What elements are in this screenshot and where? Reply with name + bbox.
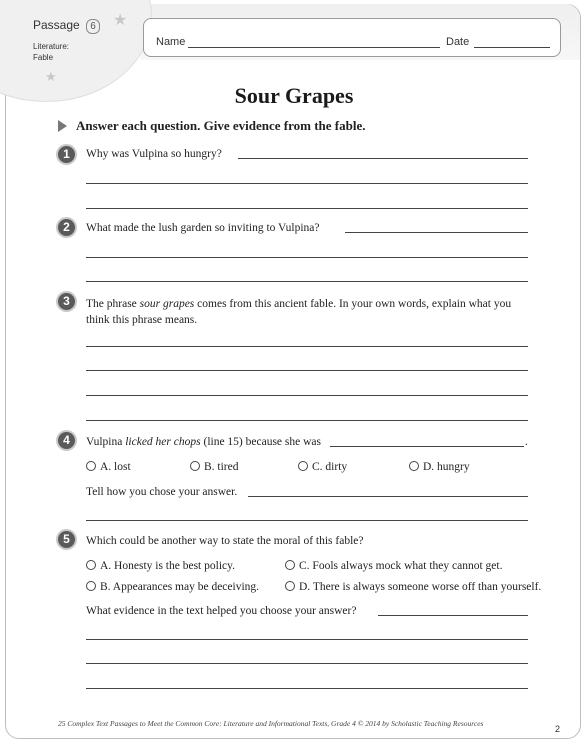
triangle-arrow-icon [58,120,67,132]
answer-line[interactable] [86,688,528,689]
passage-number: 6 [86,19,100,34]
question-number-badge: 5 [58,531,75,548]
answer-line[interactable] [86,520,528,521]
genre-line-1: Literature: [33,42,70,51]
answer-line[interactable] [86,420,528,421]
question-5-text: Which could be another way to state the moral of this fable? [86,535,364,547]
answer-line[interactable] [86,257,528,258]
answer-line[interactable] [86,639,528,640]
answer-line[interactable] [86,208,528,209]
answer-line[interactable] [238,158,528,159]
answer-line[interactable] [86,663,528,664]
question-4-followup: Tell how you chose your answer. [86,486,238,498]
radio-circle-icon[interactable] [190,461,200,471]
answer-line[interactable] [86,370,528,371]
question-3-text-part: The phrase [86,298,140,310]
date-label: Date [446,36,470,48]
question-2-text: What made the lush garden so inviting to Vulpina? [86,222,320,234]
answer-line[interactable] [86,346,528,347]
option-label: A. Honesty is the best policy. [100,560,236,572]
radio-circle-icon[interactable] [86,461,96,471]
option-d[interactable] [409,461,470,473]
question-4-italic-phrase: licked her chops [125,436,201,448]
question-3-text [86,296,536,328]
name-date-box [143,18,561,57]
question-4-text [86,436,321,448]
answer-line[interactable] [378,615,528,616]
period-mark: . [525,436,528,448]
answer-blank[interactable] [330,446,524,447]
option-label: C. dirty [312,461,348,473]
option-b[interactable] [86,581,259,593]
passage-text: Passage [33,18,80,32]
date-field[interactable] [474,47,550,48]
question-5-followup: What evidence in the text helped you choose your answer? [86,605,357,617]
option-a[interactable] [86,560,235,572]
question-3-text-part: comes from this ancient fable. In your own words, explain what you think this phrase means. [86,298,512,326]
option-c[interactable] [285,560,502,572]
option-label: A. lost [100,461,131,473]
star-icon: ★ [45,69,57,84]
footer-citation: 25 Complex Text Passages to Meet the Common Core: Literature and Informational Texts, Grade 4 © 2014 by Scholastic Teaching Resources [58,719,484,728]
option-d[interactable] [285,581,541,593]
answer-line[interactable] [345,232,528,233]
star-icon: ★ [113,12,128,29]
question-4-text-part: (line 15) because she was [200,436,321,448]
genre-line-2: Fable [33,53,54,62]
option-c[interactable] [298,461,347,473]
question-number-badge: 3 [58,293,75,310]
page-number: 2 [555,724,561,734]
option-label: C. Fools always mock what they cannot get. [299,560,503,572]
radio-circle-icon[interactable] [86,560,96,570]
answer-line[interactable] [248,496,528,497]
instructions: Answer each question. Give evidence from the fable. [76,118,366,133]
page-title: Sour Grapes [234,83,354,108]
question-4-text-part: Vulpina [86,436,126,448]
answer-line[interactable] [86,183,528,184]
name-field[interactable] [188,47,440,48]
option-label: D. There is always someone worse off than yourself. [299,581,542,593]
page-frame [5,4,581,739]
question-1-text: Why was Vulpina so hungry? [86,148,222,160]
option-label: D. hungry [423,461,470,473]
question-number-badge: 4 [58,432,75,449]
option-a[interactable] [86,461,131,473]
question-number-badge: 2 [58,219,75,236]
question-number-badge: 1 [58,146,75,163]
genre-label [33,41,69,63]
passage-label [33,18,100,34]
answer-line[interactable] [86,395,528,396]
radio-circle-icon[interactable] [285,581,295,591]
option-b[interactable] [190,461,239,473]
option-label: B. tired [204,461,239,473]
radio-circle-icon[interactable] [409,461,419,471]
question-3-italic-phrase: sour grapes [139,298,195,310]
name-label: Name [156,36,186,48]
option-label: B. Appearances may be deceiving. [100,581,260,593]
radio-circle-icon[interactable] [285,560,295,570]
radio-circle-icon[interactable] [298,461,308,471]
radio-circle-icon[interactable] [86,581,96,591]
answer-line[interactable] [86,281,528,282]
